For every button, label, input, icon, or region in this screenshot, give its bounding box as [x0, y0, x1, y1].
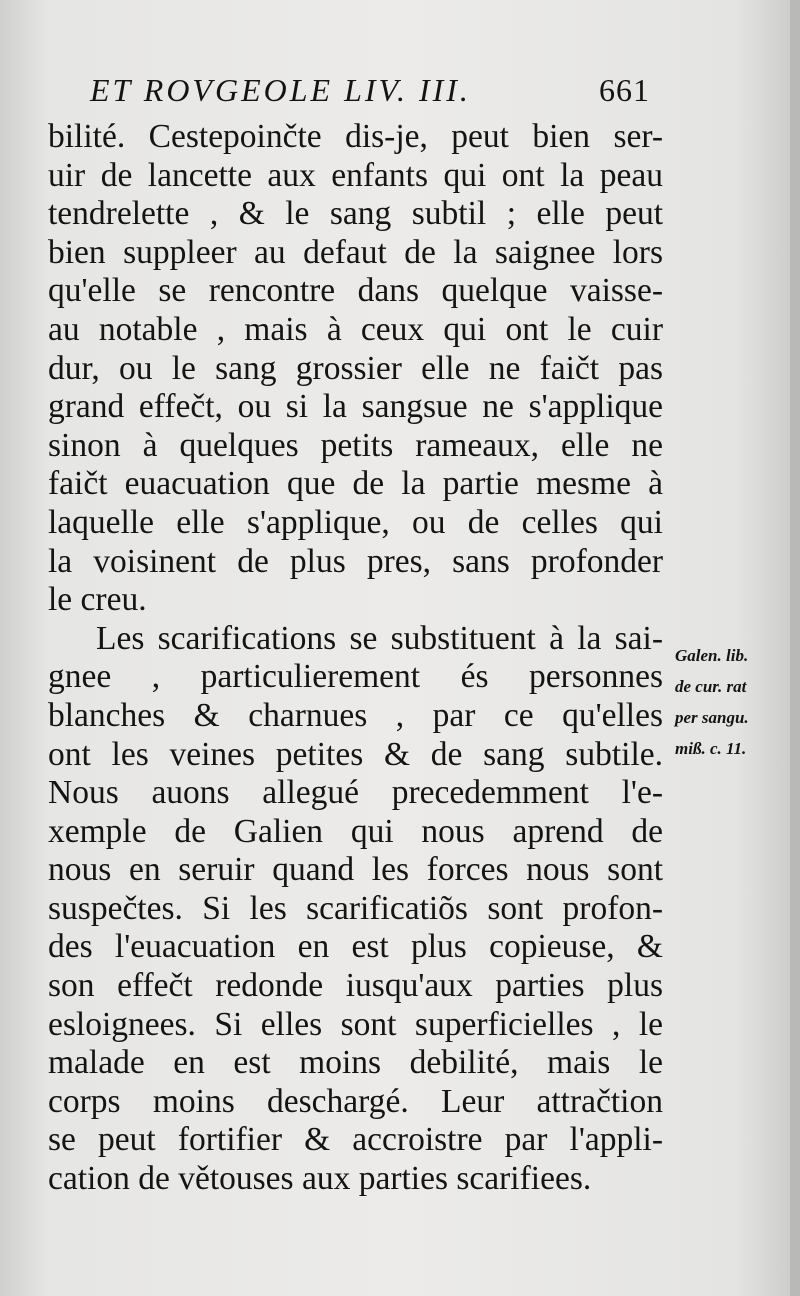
running-head — [90, 72, 650, 116]
text-line: tendrelette , & le sang subtil ; elle peut — [48, 195, 663, 233]
text-line: des l'euacuation en est plus copieuse, & — [48, 928, 663, 966]
margin-note-line: per sangu. — [675, 708, 749, 727]
text-line: blanches & charnues , par ce qu'elles — [48, 696, 663, 734]
page-number: 661 — [599, 72, 650, 108]
text-line: sinon à quelques petits rameaux, elle ne — [48, 426, 663, 464]
text-line: dur, ou le sang grossier elle ne faičt pas — [48, 349, 663, 387]
text-line: esloignees. Si elles sont superficielles , le — [48, 1005, 663, 1043]
text-line: xemple de Galien qui nous aprend de — [48, 812, 663, 850]
margin-note-line: de cur. rat — [675, 677, 747, 696]
text-line: bilité. Cestepoinčte dis-je, peut bien ser- — [48, 118, 663, 155]
text-line: cation de větouses aux parties scarifiees. — [48, 1160, 592, 1198]
margin-note-line: miß. c. 11. — [675, 739, 747, 758]
text-line: ont les veines petites & de sang subtile. — [48, 735, 663, 773]
text-line: malade en est moins debilité, mais le — [48, 1044, 663, 1082]
margin-note-line: Galen. lib. — [675, 646, 749, 665]
text-line: laquelle elle s'applique, ou de celles qui — [48, 503, 663, 541]
text-line: son effečt redonde iusqu'aux parties plus — [48, 967, 663, 1005]
text-line: Les scarifications se substituent à la sai- — [96, 619, 663, 657]
paragraph-2 — [48, 620, 663, 1199]
running-head-title: ET ROVGEOLE LIV. III. — [90, 72, 471, 108]
text-line: la voisinent de plus pres, sans profonder — [48, 542, 663, 580]
body-text — [48, 118, 663, 1199]
paragraph-1 — [48, 118, 663, 620]
text-line: qu'elle se rencontre dans quelque vaisse- — [48, 272, 663, 310]
text-line: Nous auons allegué precedemment l'e- — [48, 774, 663, 812]
text-line: le creu. — [48, 581, 147, 619]
text-line: au notable , mais à ceux qui ont le cuir — [48, 310, 663, 348]
text-line: gnee , particulierement és personnes — [48, 658, 663, 696]
text-line: se peut fortifier & accroistre par l'appli- — [48, 1121, 663, 1159]
text-line: faičt euacuation que de la partie mesme à — [48, 465, 663, 503]
text-line: grand effečt, ou si la sangsue ne s'applique — [48, 388, 663, 426]
text-line: bien suppleer au defaut de la saignee lors — [48, 233, 663, 271]
text-line: suspečtes. Si les scarificatiõs sont profon- — [48, 889, 663, 927]
text-line: nous en seruir quand les forces nous sont — [48, 851, 663, 889]
text-line: uir de lancette aux enfants qui ont la peau — [48, 156, 663, 194]
margin-note — [675, 640, 793, 764]
text-line: corps moins deschargé. Leur attračtion — [48, 1082, 663, 1120]
